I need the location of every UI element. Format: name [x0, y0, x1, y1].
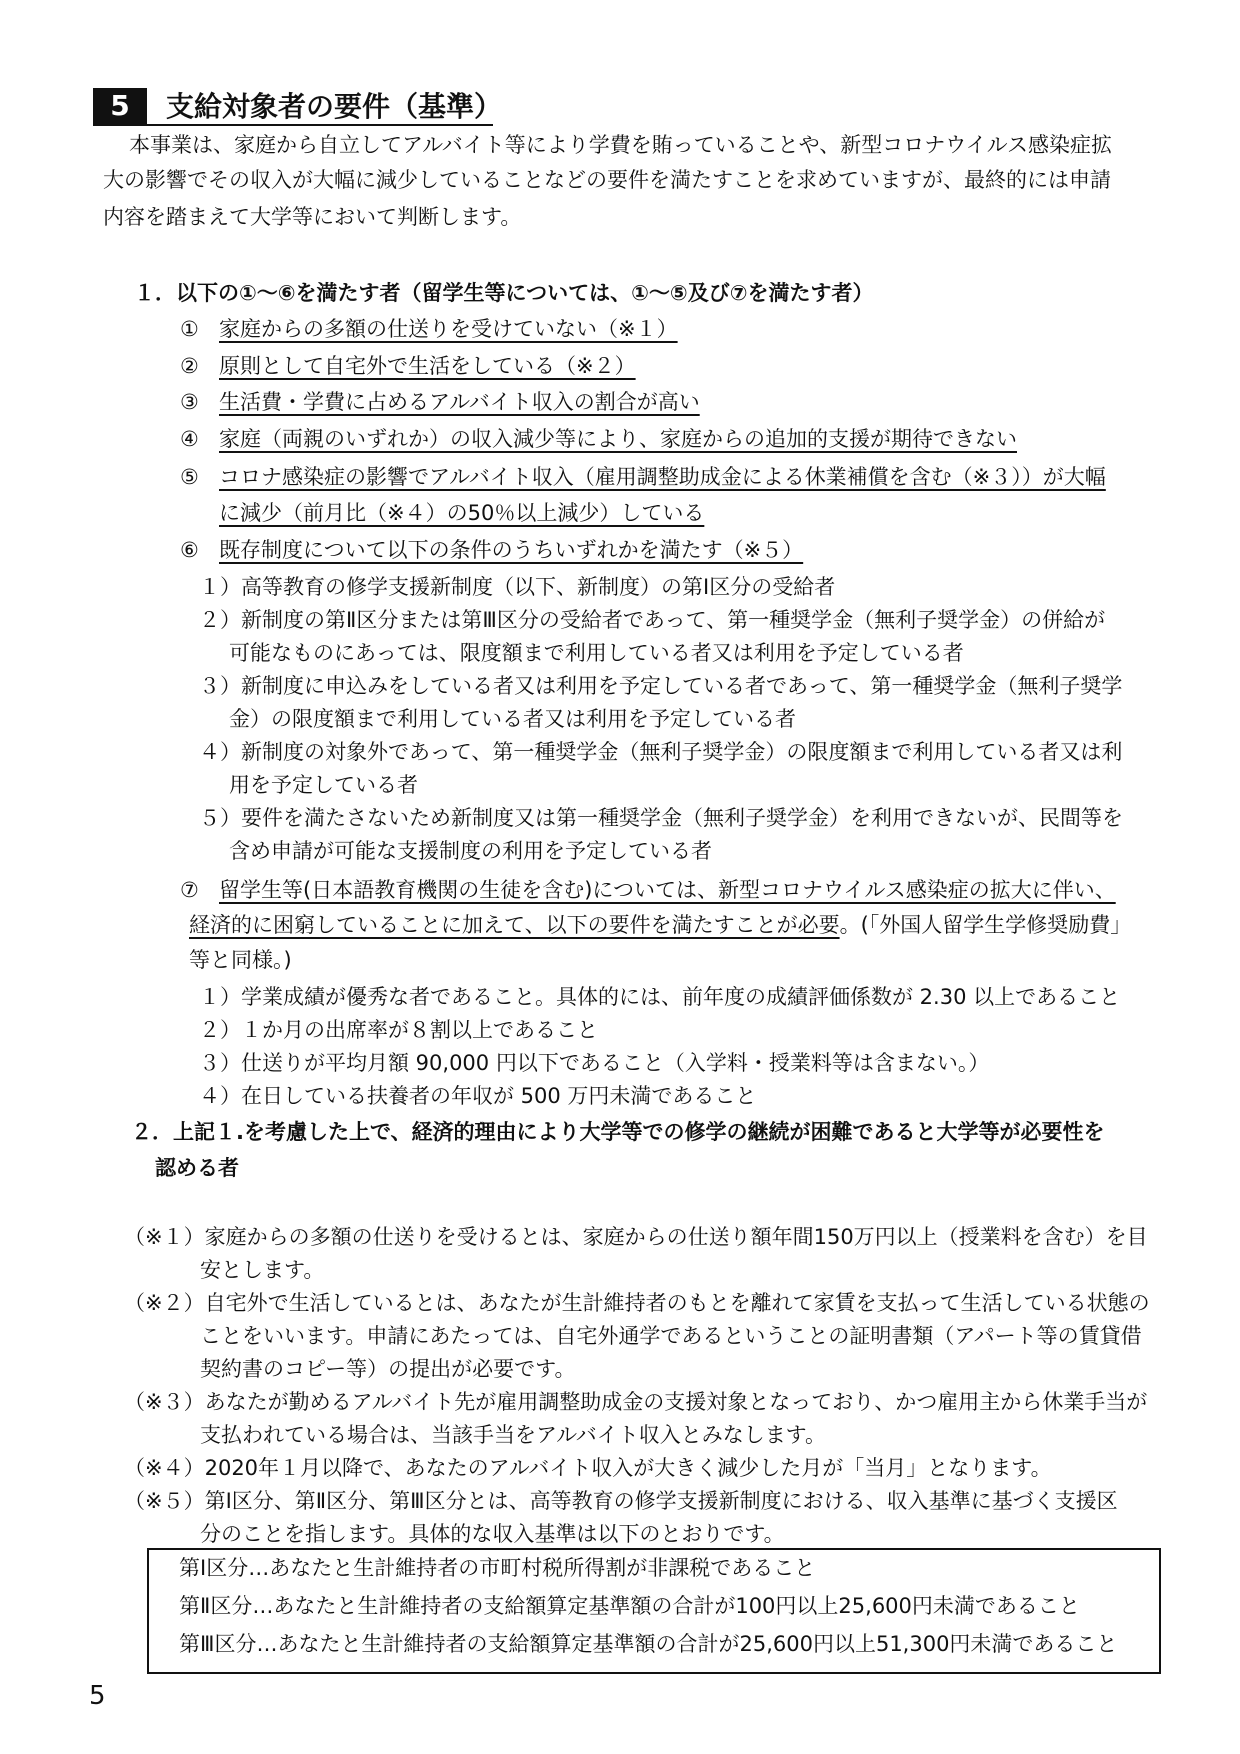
note-2-line-1: （※２）自宅外で生活しているとは、あなたが生計維持者のもとを離れて家賃を支払って生活している状態の — [124, 1291, 1150, 1315]
requirement-1-heading: １．以下の①～⑥を満たす者（留学生等については、①～⑤及び⑦を満たす者） — [134, 281, 874, 305]
item-1-text: 家庭からの多額の仕送りを受けていない（※１） — [219, 317, 678, 341]
income-criteria-box — [147, 1548, 1161, 1674]
section-title-underline — [93, 124, 493, 126]
intro-line-2: 大の影響でその収入が大幅に減少していることなどの要件を満たすことを求めていますが、最終的には申請 — [103, 168, 1111, 192]
note-4: （※４）2020年１月以降で、あなたのアルバイト収入が大きく減少した月が「当月」となります。 — [124, 1456, 1052, 1480]
requirement-2-line-2: 認める者 — [155, 1156, 239, 1180]
item-6-sub-3-line-1: ３）新制度に申込みをしている者又は利用を予定している者であって、第一種奨学金（無利子奨学 — [199, 674, 1123, 698]
item-7-text-line-1: 留学生等(日本語教育機関の生徒を含む)については、新型コロナウイルス感染症の拡大に伴い、 — [219, 878, 1116, 902]
intro-line-3: 内容を踏まえて大学等において判断します。 — [103, 205, 522, 229]
item-5-mark: ⑤ — [180, 465, 199, 489]
item-4-text: 家庭（両親のいずれか）の収入減少等により、家庭からの追加的支援が期待できない — [219, 427, 1017, 451]
item-1-mark: ① — [180, 317, 199, 341]
item-6-sub-4-line-2: 用を予定している者 — [229, 773, 418, 797]
item-6-mark: ⑥ — [180, 538, 199, 562]
note-1-line-2: 安とします。 — [200, 1258, 325, 1282]
section-number-badge: 5 — [93, 88, 147, 124]
requirement-2-line-1: ２．上記１.を考慮した上で、経済的理由により大学等での修学の継続が困難であると大学等が必要性を — [131, 1120, 1105, 1144]
note-5-line-1: （※５）第Ⅰ区分、第Ⅱ区分、第Ⅲ区分とは、高等教育の修学支援新制度における、収入基準に基づく支援区 — [124, 1489, 1118, 1513]
note-3-line-2: 支払われている場合は、当該手当をアルバイト収入とみなします。 — [200, 1423, 827, 1447]
item-6-sub-5-line-2: 含め申請が可能な支援制度の利用を予定している者 — [229, 839, 712, 863]
item-6-sub-3-line-2: 金）の限度額まで利用している者又は利用を予定している者 — [229, 707, 796, 731]
item-7-sub-2: ２）１か月の出席率が８割以上であること — [199, 1018, 598, 1042]
item-2-mark: ② — [180, 354, 199, 378]
note-5-line-2: 分のことを指します。具体的な収入基準は以下のとおりです。 — [200, 1522, 785, 1546]
item-2-text: 原則として自宅外で生活をしている（※２） — [219, 354, 636, 378]
page-number: 5 — [89, 1681, 106, 1711]
section-title: 支給対象者の要件（基準） — [166, 90, 503, 123]
note-1-line-1: （※１）家庭からの多額の仕送りを受けるとは、家庭からの仕送り額年間150万円以上（授業料を含む）を目 — [124, 1225, 1148, 1249]
item-7-sub-4: ４）在日している扶養者の年収が 500 万円未満であること — [199, 1084, 757, 1108]
note-2-line-2: ことをいいます。申請にあたっては、自宅外通学であるということの証明書類（アパート等の賃貸借 — [200, 1324, 1142, 1348]
item-7-text-line-2-rest: 。(「外国人留学生学修奨励費」 — [839, 913, 1132, 937]
item-5-text-line-1: コロナ感染症の影響でアルバイト収入（雇用調整助成金による休業補償を含む（※３））が大幅 — [219, 465, 1106, 489]
item-6-sub-4-line-1: ４）新制度の対象外であって、第一種奨学金（無利子奨学金）の限度額まで利用している者又は利 — [199, 740, 1123, 764]
income-criteria-row-2: 第Ⅱ区分…あなたと生計維持者の支給額算定基準額の合計が100円以上25,600円未満であること — [179, 1594, 1080, 1618]
item-7-sub-3: ３）仕送りが平均月額 90,000 円以下であること（入学料・授業料等は含まない。） — [199, 1051, 990, 1075]
note-2-line-3: 契約書のコピー等）の提出が必要です。 — [200, 1357, 576, 1381]
item-7-text-line-2-underlined: 経済的に困窮していることに加えて、以下の要件を満たすことが必要 — [189, 913, 840, 937]
item-7-text-line-3: 等と同様。) — [189, 948, 292, 972]
item-6-sub-5-line-1: ５）要件を満たさないため新制度又は第一種奨学金（無利子奨学金）を利用できないが、民間等を — [199, 806, 1123, 830]
item-6-sub-2-line-1: ２）新制度の第Ⅱ区分または第Ⅲ区分の受給者であって、第一種奨学金（無利子奨学金）の併給が — [199, 608, 1106, 632]
item-5-text-line-2: に減少（前月比（※４）の50％以上減少）している — [219, 501, 705, 525]
item-7-sub-1: １）学業成績が優秀な者であること。具体的には、前年度の成績評価係数が 2.30 以上であること — [199, 985, 1121, 1009]
item-3-mark: ③ — [180, 390, 199, 414]
income-criteria-row-3: 第Ⅲ区分…あなたと生計維持者の支給額算定基準額の合計が25,600円以上51,300円未満であること — [179, 1632, 1118, 1656]
item-4-mark: ④ — [180, 427, 199, 451]
item-7-text-line-2 — [189, 915, 1131, 936]
item-3-text: 生活費・学費に占めるアルバイト収入の割合が高い — [219, 390, 700, 414]
income-criteria-row-1: 第Ⅰ区分…あなたと生計維持者の市町村税所得割が非課税であること — [179, 1556, 816, 1580]
intro-line-1: 本事業は、家庭から自立してアルバイト等により学費を賄っていることや、新型コロナウイルス感染症拡 — [129, 133, 1113, 157]
item-6-text: 既存制度について以下の条件のうちいずれかを満たす（※５） — [219, 538, 804, 562]
note-3-line-1: （※３）あなたが勤めるアルバイト先が雇用調整助成金の支援対象となっており、かつ雇用主から休業手当が — [124, 1390, 1148, 1414]
item-7-mark: ⑦ — [180, 878, 199, 902]
item-6-sub-1: １）高等教育の修学支援新制度（以下、新制度）の第Ⅰ区分の受給者 — [199, 575, 836, 599]
item-6-sub-2-line-2: 可能なものにあっては、限度額まで利用している者又は利用を予定している者 — [229, 641, 964, 665]
